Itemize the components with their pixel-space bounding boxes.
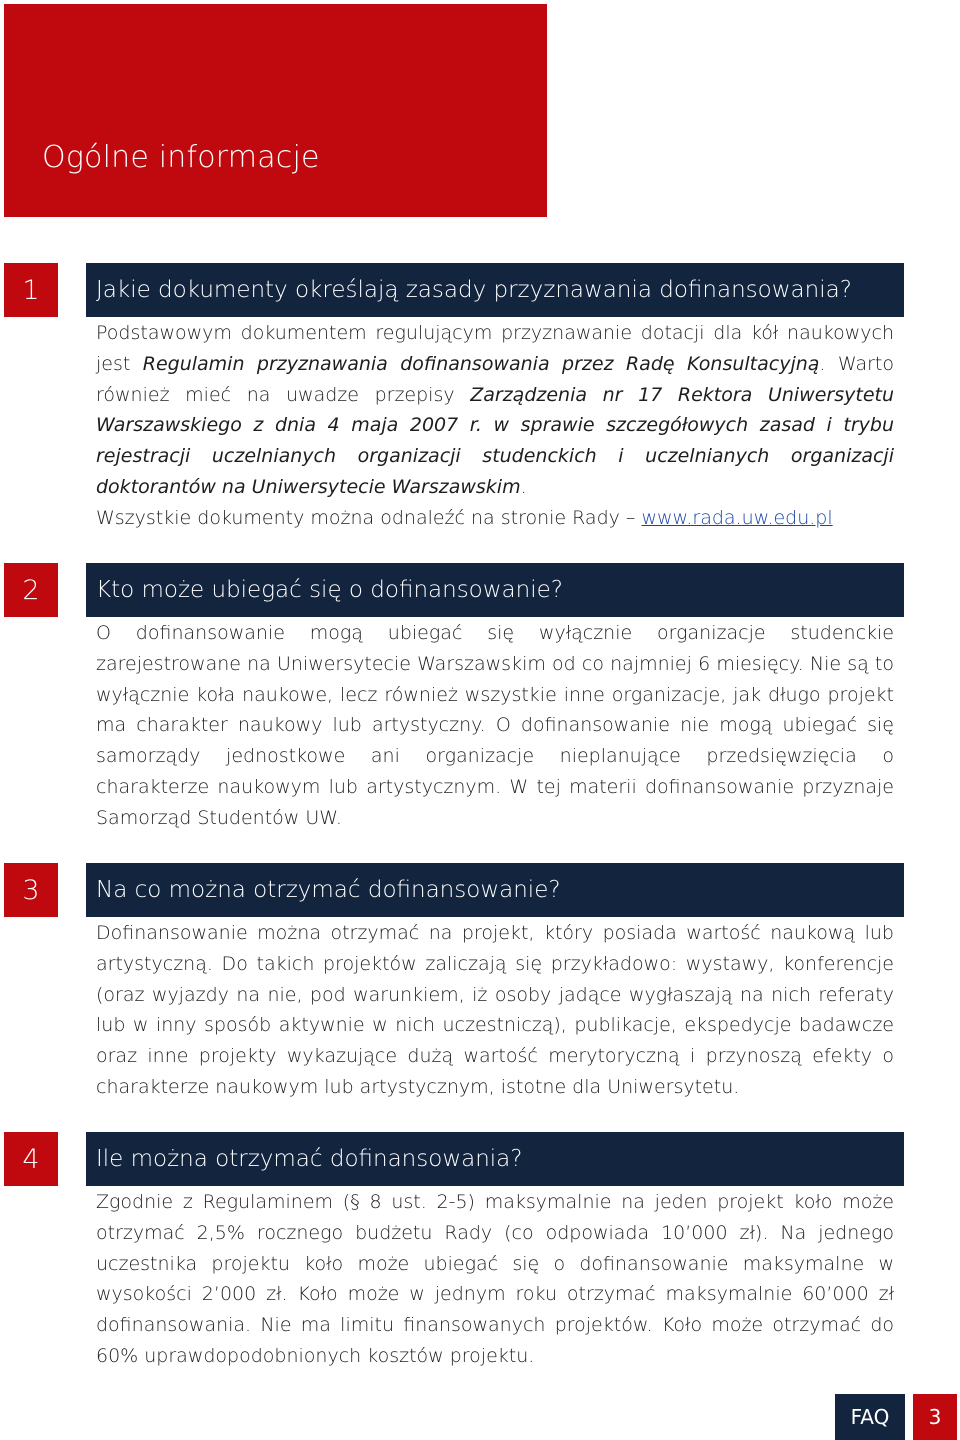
- answer-1-links-line: Wszystkie dokumenty można odnaleźć na stronie Rady – www.rada.uw.edu.pl: [96, 506, 833, 529]
- question-1: Jakie dokumenty określają zasady przyznawania dofinansowania?: [86, 263, 904, 317]
- title-banner: [4, 4, 547, 217]
- answer-2: [96, 618, 894, 834]
- answer-3: [96, 918, 894, 1103]
- answer-1: [96, 318, 894, 534]
- page-number: 3: [913, 1394, 957, 1440]
- section-number-1: 1: [4, 263, 58, 317]
- answer-3-text: Dofinansowanie można otrzymać na projekt, który posiada wartość naukową lub artystyczną. Do takich projektów zaliczają się przykładowo: wystawy, konferencje (oraz wyjazdy na nie, pod warunkiem, iż osoby jadące wygłaszają na nich referaty lub w inny sposób aktywnie w nich uczestniczą), publikacje, ekspedycje badawcze oraz inne projekty wykazujące dużą wartość merytoryczną i przynoszą efekty o charakterze naukowym lub artystycznym, istotne dla Uniwersytetu.: [96, 922, 894, 1098]
- answer-4-text: Zgodnie z Regulaminem (§ 8 ust. 2-5) maksymalnie na jeden projekt koło może otrzymać 2,5% rocznego budżetu Rady (co odpowiada 10’000 zł). Na jednego uczestnika projektu koło może ubiegać się o dofinansowanie maksymalne w wysokości 2’000 zł. Koło może w jednym roku otrzymać maksymalnie 60’000 zł dofinansowania. Nie ma limitu finansowanych projektów. Koło może otrzymać do 60% uprawdopodobnionych kosztów projektu.: [96, 1191, 894, 1367]
- answer-4: [96, 1187, 894, 1372]
- question-4: Ile można otrzymać dofinansowania?: [86, 1132, 904, 1186]
- answer-2-text: O dofinansowanie mogą ubiegać się wyłącznie organizacje studenckie zarejestrowane na Uniwersytecie Warszawskim od co najmniej 6 miesięcy. Nie są to wyłącznie koła naukowe, lecz również wszystkie inne organizacje, jak długo projekt ma charakter naukowy lub artystyczny. O dofinansowanie nie mogą ubiegać się samorządy jednostkowe ani organizacje nieplanujące przedsięwzięcia o charakterze naukowym lub artystycznym. W tej materii dofinansowanie przyznaje Samorząd Studentów UW.: [96, 622, 894, 829]
- page-title: Ogólne informacje: [42, 140, 320, 175]
- answer-1-paragraph: Podstawowym dokumentem regulującym przyznawanie dotacji dla kół naukowych jest Regulamin przyznawania dofinansowania przez Radę Konsultacyjną. Warto również mieć na uwadze przepisy Zarządzenia nr 17 Rektora Uniwersytetu Warszawskiego z dnia 4 maja 2007 r. w sprawie szczegółowych zasad i trybu rejestracji uczelnianych organizacji studenckich i uczelnianych organizacji doktorantów na Uniwersytecie Warszawskim.: [96, 322, 894, 498]
- faq-label: FAQ: [835, 1394, 905, 1440]
- section-number-4: 4: [4, 1132, 58, 1186]
- rada-website-link[interactable]: www.rada.uw.edu.pl: [641, 506, 833, 529]
- section-number-3: 3: [4, 863, 58, 917]
- question-3: Na co można otrzymać dofinansowanie?: [86, 863, 904, 917]
- question-2: Kto może ubiegać się o dofinansowanie?: [86, 563, 904, 617]
- section-number-2: 2: [4, 563, 58, 617]
